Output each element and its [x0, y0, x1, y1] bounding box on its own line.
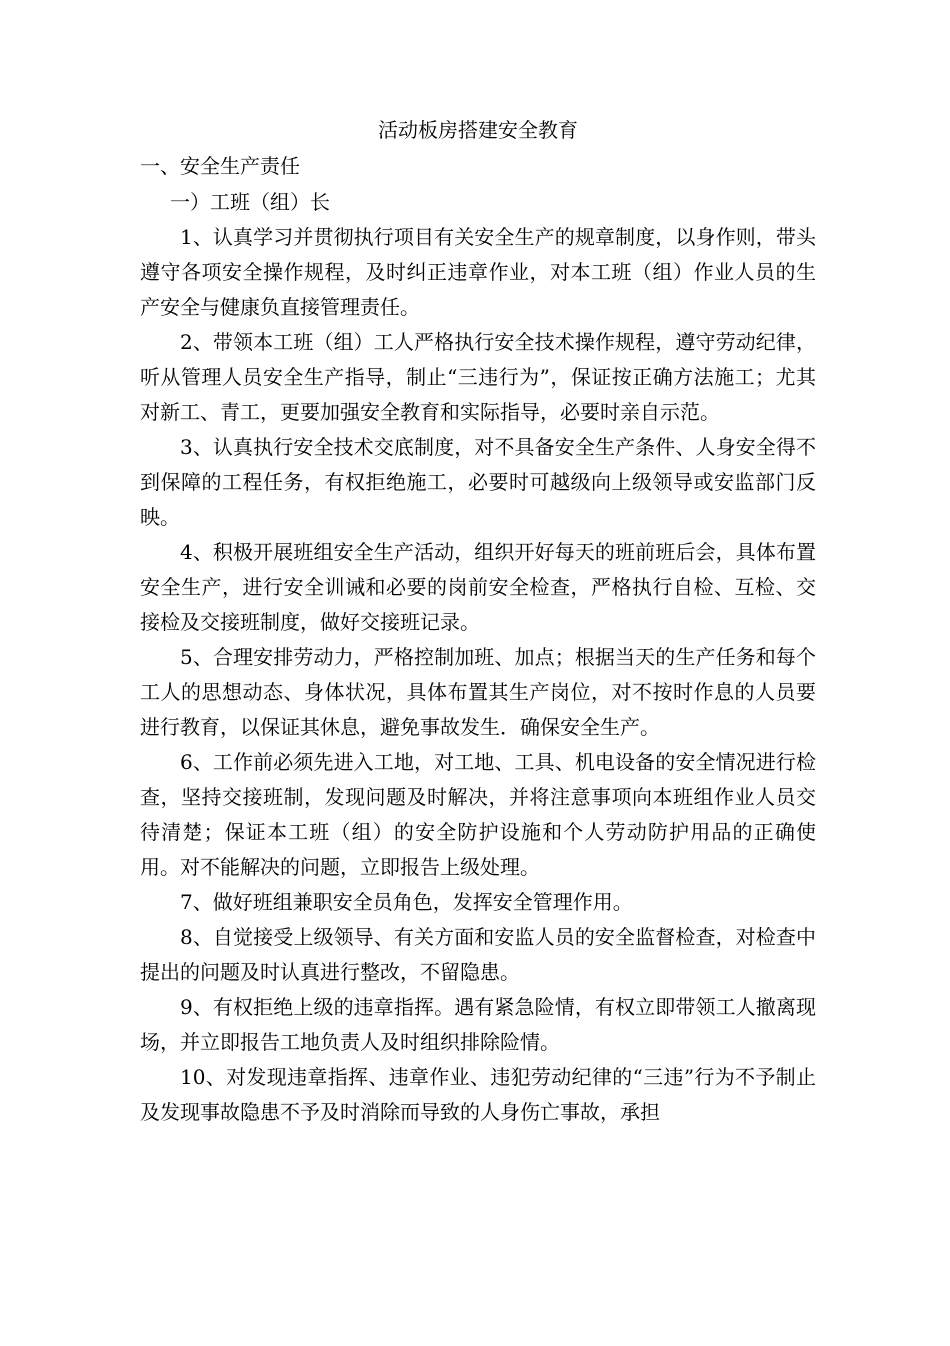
paragraph-7: 7、做好班组兼职安全员角色，发挥安全管理作用。	[180, 890, 633, 914]
paragraph-2: 2、带领本工班（组）工人严格执行安全技术操作规程，遵守劳动纪律，听从管理人员安全生产指导，制止“三违行为”，保证按正确方法施工；尤其对新工、青工，更要加强安全教育和实际指导，必要时亲自示范。	[140, 330, 816, 424]
paragraph-5: 5、合理安排劳动力，严格控制加班、加点；根据当天的生产任务和每个工人的思想动态、身体状况，具体布置其生产岗位，对不按时作息的人员要进行教育，以保证其休息，避免事故发生．确保安全生产。	[140, 645, 816, 739]
subsection-heading: 一）工班（组）长	[170, 190, 330, 214]
paragraph-8: 8、自觉接受上级领导、有关方面和安监人员的安全监督检查，对检查中提出的问题及时认真进行整改，不留隐患。	[140, 925, 816, 984]
paragraph-4: 4、积极开展班组安全生产活动，组织开好每天的班前班后会，具体布置安全生产，进行安全训诫和必要的岗前安全检查，严格执行自检、互检、交接检及交接班制度，做好交接班记录。	[140, 540, 816, 634]
paragraph-3: 3、认真执行安全技术交底制度，对不具备安全生产条件、人身安全得不到保障的工程任务，有权拒绝施工，必要时可越级向上级领导或安监部门反映。	[140, 435, 816, 529]
document-title: 活动板房搭建安全教育	[378, 118, 578, 142]
document-body	[140, 112, 816, 1130]
paragraph-9: 9、有权拒绝上级的违章指挥。遇有紧急险情，有权立即带领工人撤离现场，并立即报告工地负责人及时组织排除险情。	[140, 995, 816, 1054]
section-heading: 一、安全生产责任	[140, 154, 300, 178]
paragraph-6: 6、工作前必须先进入工地，对工地、工具、机电设备的安全情况进行检查，坚持交接班制，发现问题及时解决，并将注意事项向本班组作业人员交待清楚；保证本工班（组）的安全防护设施和个人劳动防护用品的正确使用。对不能解决的问题，立即报告上级处理。	[140, 750, 816, 879]
paragraph-1: 1、认真学习并贯彻执行项目有关安全生产的规章制度，以身作则，带头遵守各项安全操作规程，及时纠正违章作业，对本工班（组）作业人员的生产安全与健康负直接管理责任。	[140, 225, 816, 319]
paragraph-10: 10、对发现违章指挥、违章作业、违犯劳动纪律的“三违”行为不予制止及发现事故隐患不予及时消除而导致的人身伤亡事故，承担	[140, 1065, 816, 1124]
